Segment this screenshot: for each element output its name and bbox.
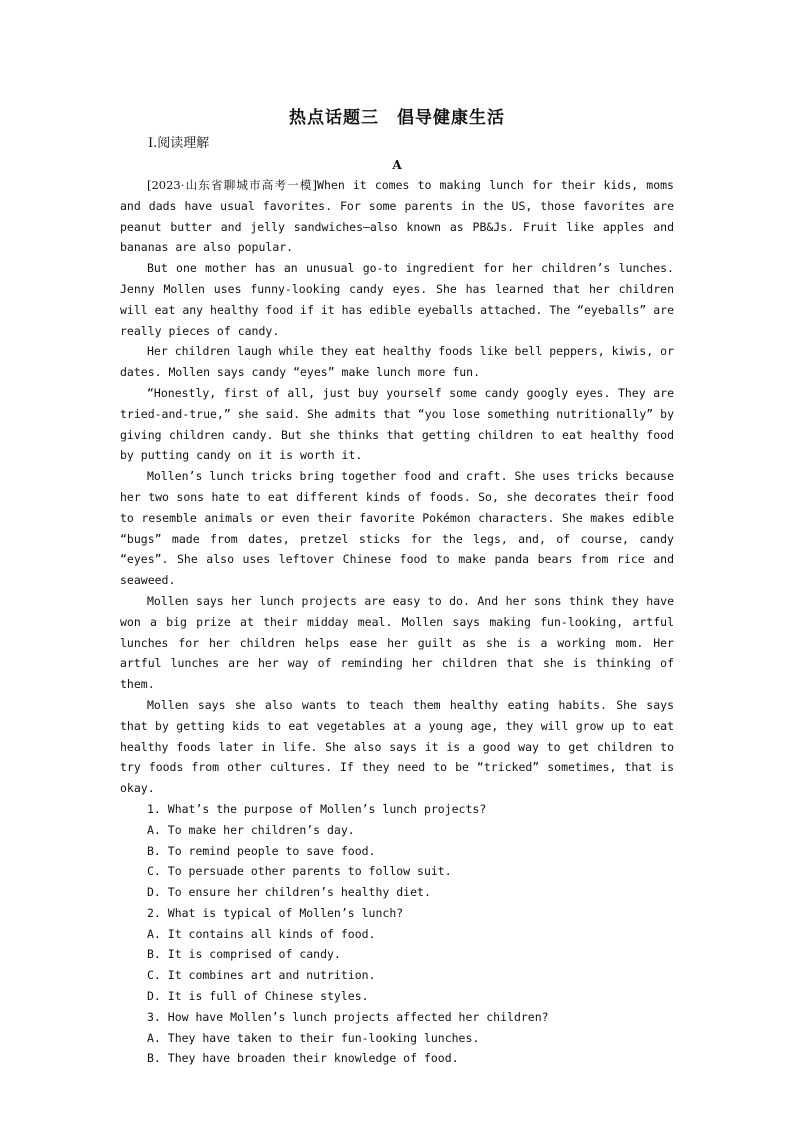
question-stem: 1. What’s the purpose of Mollen’s lunch projects? [147, 801, 487, 816]
passage-paragraph: Mollen’s lunch tricks bring together food and craft. She uses tricks because her two sons hate to eat different kinds of foods. So, she decorates their food to resemble animals or even their favorite Pokémon characters. She makes edible “bugs” made from dates, pretzel sticks for the legs, and, of course, candy “eyes”. She also uses leftover Chinese food to make panda bears from rice and seaweed. [120, 469, 674, 588]
answer-option: A. To make her children’s day. [147, 822, 355, 837]
passage-paragraph: [2023·山东省聊城市高考一模]When it comes to making lunch for their kids, moms and dads have usual favorites. For some parents in the US, those favorites are peanut butter and jelly sandwiches—also known as PB&Js. Fruit like apples and bananas are also popular. [120, 178, 674, 255]
document-page [120, 103, 674, 1069]
answer-option: A. They have taken to their fun-looking lunches. [147, 1030, 480, 1045]
answer-option: A. It contains all kinds of food. [147, 926, 376, 941]
passage-body [120, 175, 674, 1069]
passage-source: [2023·山东省聊城市高考一模] [147, 178, 318, 192]
answer-option: C. To persuade other parents to follow suit. [147, 864, 452, 879]
question-3 [120, 1007, 674, 1069]
section-heading: Ⅰ.阅读理解 [148, 136, 210, 151]
question-2 [120, 903, 674, 1007]
answer-option: B. It is comprised of candy. [147, 947, 341, 962]
answer-option: C. It combines art and nutrition. [147, 968, 376, 983]
page-title: 热点话题三 倡导健康生活 [289, 108, 505, 128]
passage-paragraph: Mollen says she also wants to teach them healthy eating habits. She says that by getting kids to eat vegetables at a young age, they will grow up to eat healthy foods later in life. She also says it is a good way to get children to try foods from other cultures. If they need to be “tricked” sometimes, that is okay. [120, 697, 674, 796]
answer-option: B. They have broaden their knowledge of food. [147, 1051, 459, 1066]
question-stem: 3. How have Mollen’s lunch projects affected her children? [147, 1009, 549, 1024]
passage-paragraph: But one mother has an unusual go-to ingredient for her children’s lunches. Jenny Mollen uses funny-looking candy eyes. She has learned that her children will eat any healthy food if it has edible eyeballs attached. The “eyeballs” are really pieces of candy. [120, 261, 674, 338]
question-stem: 2. What is typical of Mollen’s lunch? [147, 905, 404, 920]
passage-letter: A [392, 158, 402, 172]
question-1 [120, 799, 674, 903]
passage-paragraph: “Honestly, first of all, just buy yourself some candy googly eyes. They are tried-and-true,” she said. She admits that “you lose something nutritionally” by giving children candy. But she thinks that getting children to eat healthy food by putting candy on it is worth it. [120, 385, 674, 463]
passage-paragraph: Her children laugh while they eat healthy foods like bell peppers, kiwis, or dates. Mollen says candy “eyes” make lunch more fun. [120, 344, 674, 380]
answer-option: D. It is full of Chinese styles. [147, 989, 369, 1004]
passage-paragraph: Mollen says her lunch projects are easy to do. And her sons think they have won a big prize at their midday meal. Mollen says making fun-looking, artful lunches for her children helps ease her guilt as she is a working mom. Her artful lunches are her way of reminding her children that she is thinking of them. [120, 593, 674, 692]
answer-option: D. To ensure her children’s healthy diet. [147, 885, 431, 900]
answer-option: B. To remind people to save food. [147, 843, 376, 858]
